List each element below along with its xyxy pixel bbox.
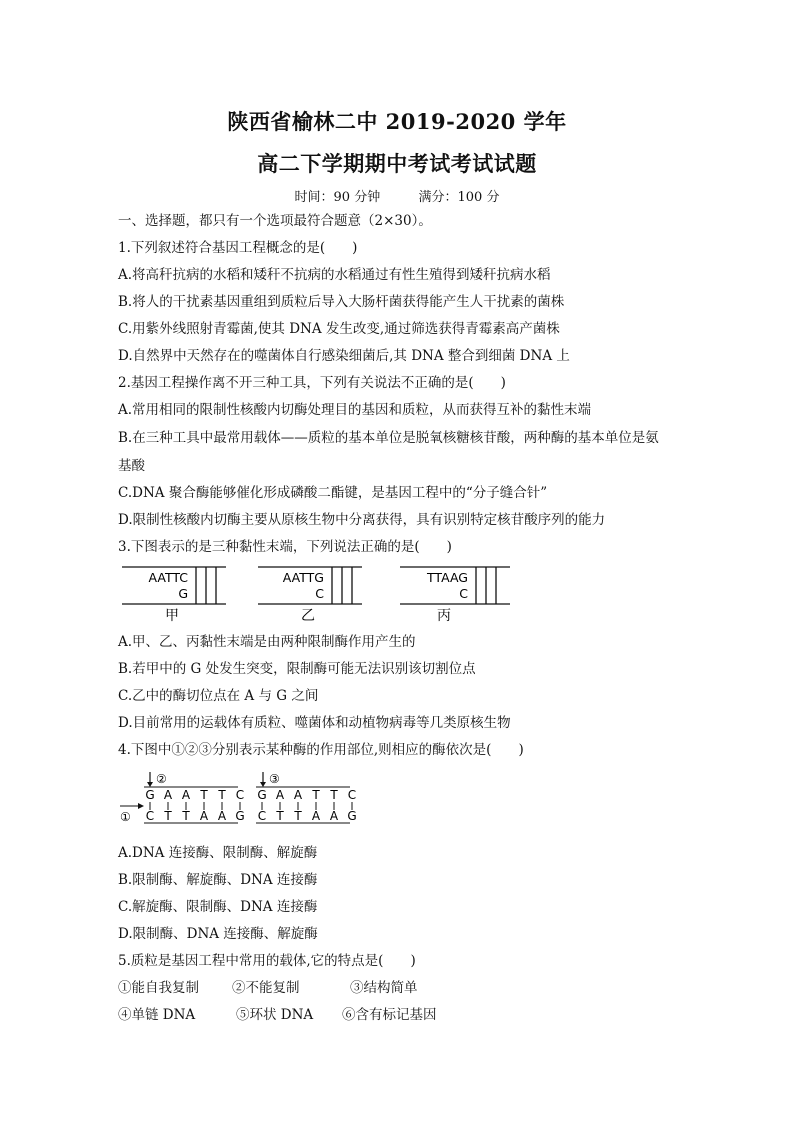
- q1-option-c: C.用紫外线照射青霉菌,使其 DNA 发生改变,通过筛选获得青霉素高产菌株: [118, 321, 560, 337]
- left-top-base: G: [145, 788, 155, 802]
- q4-stem: 4.下图中①②③分别表示某种酶的作用部位,则相应的酶依次是( ): [118, 742, 524, 758]
- q3-option-a: A.甲、乙、丙黏性末端是由两种限制酶作用产生的: [118, 634, 416, 650]
- q4-mark3: ③: [269, 772, 280, 786]
- right-top-base: G: [257, 788, 267, 802]
- q5-item-4: ④单链 DNA: [118, 1007, 196, 1023]
- q3-option-c: C.乙中的酶切位点在 A 与 G 之间: [118, 688, 319, 704]
- dna-fragment-left: [144, 787, 245, 823]
- exam-score: 满分：100 分: [418, 190, 500, 205]
- sticky-end-yi-bottom: C: [315, 586, 324, 601]
- right-top-base: C: [347, 788, 357, 802]
- right-top-base: A: [275, 788, 285, 802]
- left-top-base: A: [181, 788, 191, 802]
- exam-meta: [0, 186, 794, 205]
- q4-mark2: ②: [156, 772, 167, 786]
- left-bottom-base: A: [199, 809, 209, 823]
- q1-option-b: B.将人的干扰素基因重组到质粒后导入大肠杆菌获得能产生人干扰素的菌株: [118, 294, 565, 310]
- right-bottom-base: T: [294, 809, 302, 823]
- left-bottom-base: A: [217, 809, 227, 823]
- q3-option-d: D.目前常用的运载体有质粒、噬菌体和动植物病毒等几类原核生物: [118, 715, 511, 731]
- q4-option-c: C.解旋酶、限制酶、DNA 连接酶: [118, 899, 318, 915]
- left-top-base: A: [163, 788, 173, 802]
- q5-item-1: ①能自我复制: [118, 980, 199, 996]
- right-top-base: A: [293, 788, 303, 802]
- dna-fragment-right: [256, 787, 357, 823]
- q4-mark1: ①: [120, 810, 131, 824]
- q3-stem: 3.下图表示的是三种黏性末端，下列说法正确的是( ): [118, 539, 452, 555]
- q4-option-b: B.限制酶、解旋酶、DNA 连接酶: [118, 872, 318, 888]
- right-top-base: T: [330, 788, 338, 802]
- left-bottom-base: G: [235, 809, 245, 823]
- q5-item-5: ⑤环状 DNA: [236, 1007, 314, 1023]
- q4-dna-enzyme-figure: [118, 768, 368, 830]
- sticky-end-jia-top: AATTC: [148, 570, 188, 585]
- right-bottom-base: G: [347, 809, 357, 823]
- left-top-base: T: [218, 788, 226, 802]
- section-heading: 一、选择题，都只有一个选项最符合题意（2×30）。: [118, 213, 432, 229]
- q2-option-b-line2: 基酸: [118, 458, 145, 474]
- left-top-base: T: [200, 788, 208, 802]
- q5-item-3: ③结构简单: [350, 980, 418, 996]
- right-bottom-base: A: [311, 809, 321, 823]
- left-bottom-base: T: [164, 809, 172, 823]
- sticky-end-yi-label: 乙: [301, 608, 315, 624]
- exam-title-line1: 陕西省榆林二中 2019-2020 学年: [227, 109, 567, 134]
- q2-stem: 2.基因工程操作离不开三种工具，下列有关说法不正确的是( ): [118, 375, 506, 391]
- q4-option-a: A.DNA 连接酶、限制酶、解旋酶: [118, 845, 318, 861]
- q5-options-row1: [118, 979, 698, 997]
- q2-option-a: A.常用相同的限制性核酸内切酶处理目的基因和质粒，从而获得互补的黏性末端: [118, 402, 592, 418]
- right-bottom-base: C: [257, 809, 267, 823]
- q1-option-d: D.自然界中天然存在的噬菌体自行感染细菌后,其 DNA 整合到细菌 DNA 上: [118, 348, 570, 364]
- sticky-end-jia: [122, 567, 226, 624]
- sticky-end-bing: [400, 567, 510, 624]
- q3-option-b: B.若甲中的 G 处发生突变，限制酶可能无法识别该切割位点: [118, 661, 476, 677]
- q1-stem: 1.下列叙述符合基因工程概念的是( ): [118, 240, 358, 256]
- sticky-end-yi: [258, 567, 362, 624]
- right-bottom-base: T: [276, 809, 284, 823]
- left-bottom-base: C: [145, 809, 155, 823]
- sticky-end-bing-label: 丙: [437, 608, 451, 624]
- q3-sticky-ends-figure: [118, 562, 538, 624]
- q1-option-a: A.将高秆抗病的水稻和矮秆不抗病的水稻通过有性生殖得到矮秆抗病水稻: [118, 267, 551, 283]
- exam-time: 时间：90 分钟: [294, 190, 381, 205]
- left-bottom-base: T: [182, 809, 190, 823]
- q5-options-row2: [118, 1006, 698, 1024]
- right-top-base: T: [312, 788, 320, 802]
- sticky-end-yi-top: AATTG: [282, 570, 324, 585]
- q2-option-b-line1: B.在三种工具中最常用载体——质粒的基本单位是脱氧核糖核苷酸，两种酶的基本单位是氨: [118, 430, 659, 446]
- q5-item-6: ⑥含有标记基因: [342, 1007, 437, 1023]
- right-bottom-base: A: [329, 809, 339, 823]
- q5-stem: 5.质粒是基因工程中常用的载体,它的特点是( ): [118, 953, 416, 969]
- sticky-end-jia-bottom: G: [178, 586, 188, 601]
- q5-item-2: ②不能复制: [232, 980, 300, 996]
- sticky-end-bing-bottom: C: [459, 586, 468, 601]
- exam-title-line2: 高二下学期期中考试考试试题: [257, 151, 537, 176]
- sticky-end-bing-top: TTAAG: [427, 570, 468, 585]
- q2-option-d: D.限制性核酸内切酶主要从原核生物中分离获得，具有识别特定核苷酸序列的能力: [118, 512, 606, 528]
- q2-option-c: C.DNA 聚合酶能够催化形成磷酸二酯键，是基因工程中的“分子缝合针”: [118, 485, 548, 501]
- sticky-end-jia-label: 甲: [165, 608, 179, 624]
- left-top-base: C: [235, 788, 245, 802]
- q4-option-d: D.限制酶、DNA 连接酶、解旋酶: [118, 926, 318, 942]
